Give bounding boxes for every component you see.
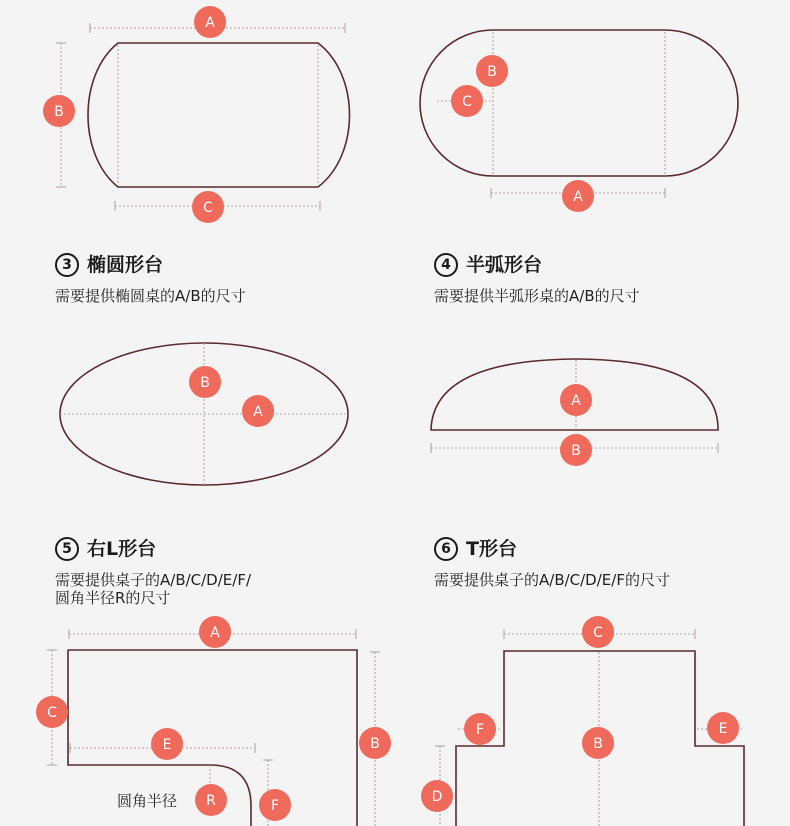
badge-s5-f: [259, 789, 291, 821]
badge-s1-c: [192, 191, 224, 223]
badge-label: B: [593, 736, 603, 752]
badge-s6-e: [707, 712, 739, 744]
badge-label: B: [54, 104, 64, 120]
badge-label: A: [210, 625, 220, 641]
badge-label: F: [270, 798, 280, 814]
badge-s6-c: [582, 616, 614, 648]
badge-s1-b: [43, 95, 75, 127]
badge-label: E: [162, 737, 172, 753]
badge-label: C: [462, 94, 472, 110]
section-name: 右L形台: [87, 538, 157, 560]
badge-label: A: [205, 15, 215, 31]
section-title-right-l: [55, 534, 156, 561]
badge-s3-b: [189, 366, 221, 398]
section-number: 3: [55, 253, 79, 277]
badge-s6-b: [582, 727, 614, 759]
badge-s5-r: [195, 784, 227, 816]
section-name: T形台: [466, 538, 517, 560]
section-desc-half-arc: 需要提供半弧形桌的A/B的尺寸: [434, 287, 640, 305]
badge-s6-d: [421, 780, 453, 812]
badge-label: A: [571, 393, 581, 409]
badge-s4-b: [560, 434, 592, 466]
badge-s5-e: [151, 728, 183, 760]
section-title-oval: [55, 250, 163, 277]
badge-label: E: [718, 721, 728, 737]
badge-s5-c: [36, 696, 68, 728]
badge-label: C: [203, 200, 213, 216]
badge-s5-b: [359, 727, 391, 759]
section-desc-t: 需要提供桌子的A/B/C/D/E/F的尺寸: [434, 571, 670, 589]
section-number: 5: [55, 537, 79, 561]
corner-radius-label: 圆角半径: [117, 792, 178, 810]
badge-s2-a: [562, 180, 594, 212]
badge-s4-a: [560, 384, 592, 416]
badge-label: C: [593, 625, 603, 641]
badge-s2-b: [476, 55, 508, 87]
section-title-half-arc: [434, 250, 542, 277]
shape-ellipse: [60, 343, 348, 485]
shape-curved-rectangle: [56, 23, 350, 211]
section-number: 6: [434, 537, 458, 561]
section-title-t: [434, 534, 517, 561]
badge-label: D: [431, 789, 443, 805]
badge-label: A: [573, 189, 583, 205]
badge-s2-c: [451, 85, 483, 117]
section-name: 椭圆形台: [87, 254, 164, 276]
section-desc-right-l: 需要提供桌子的A/B/C/D/E/F/ 圆角半径R的尺寸: [55, 571, 252, 607]
badge-label: B: [571, 443, 581, 459]
section-number: 4: [434, 253, 458, 277]
badge-s3-a: [242, 395, 274, 427]
badge-s5-a: [199, 616, 231, 648]
badge-label: B: [370, 736, 380, 752]
badge-label: F: [475, 722, 485, 738]
section-name: 半弧形台: [466, 254, 543, 276]
badge-label: C: [47, 705, 57, 721]
badge-s1-a: [194, 6, 226, 38]
badge-label: B: [487, 64, 497, 80]
badge-label: B: [200, 375, 210, 391]
badge-s6-f: [464, 713, 496, 745]
badge-label: A: [253, 404, 263, 420]
section-desc-oval: 需要提供椭圆桌的A/B的尺寸: [55, 287, 246, 305]
badge-label: R: [206, 793, 216, 809]
